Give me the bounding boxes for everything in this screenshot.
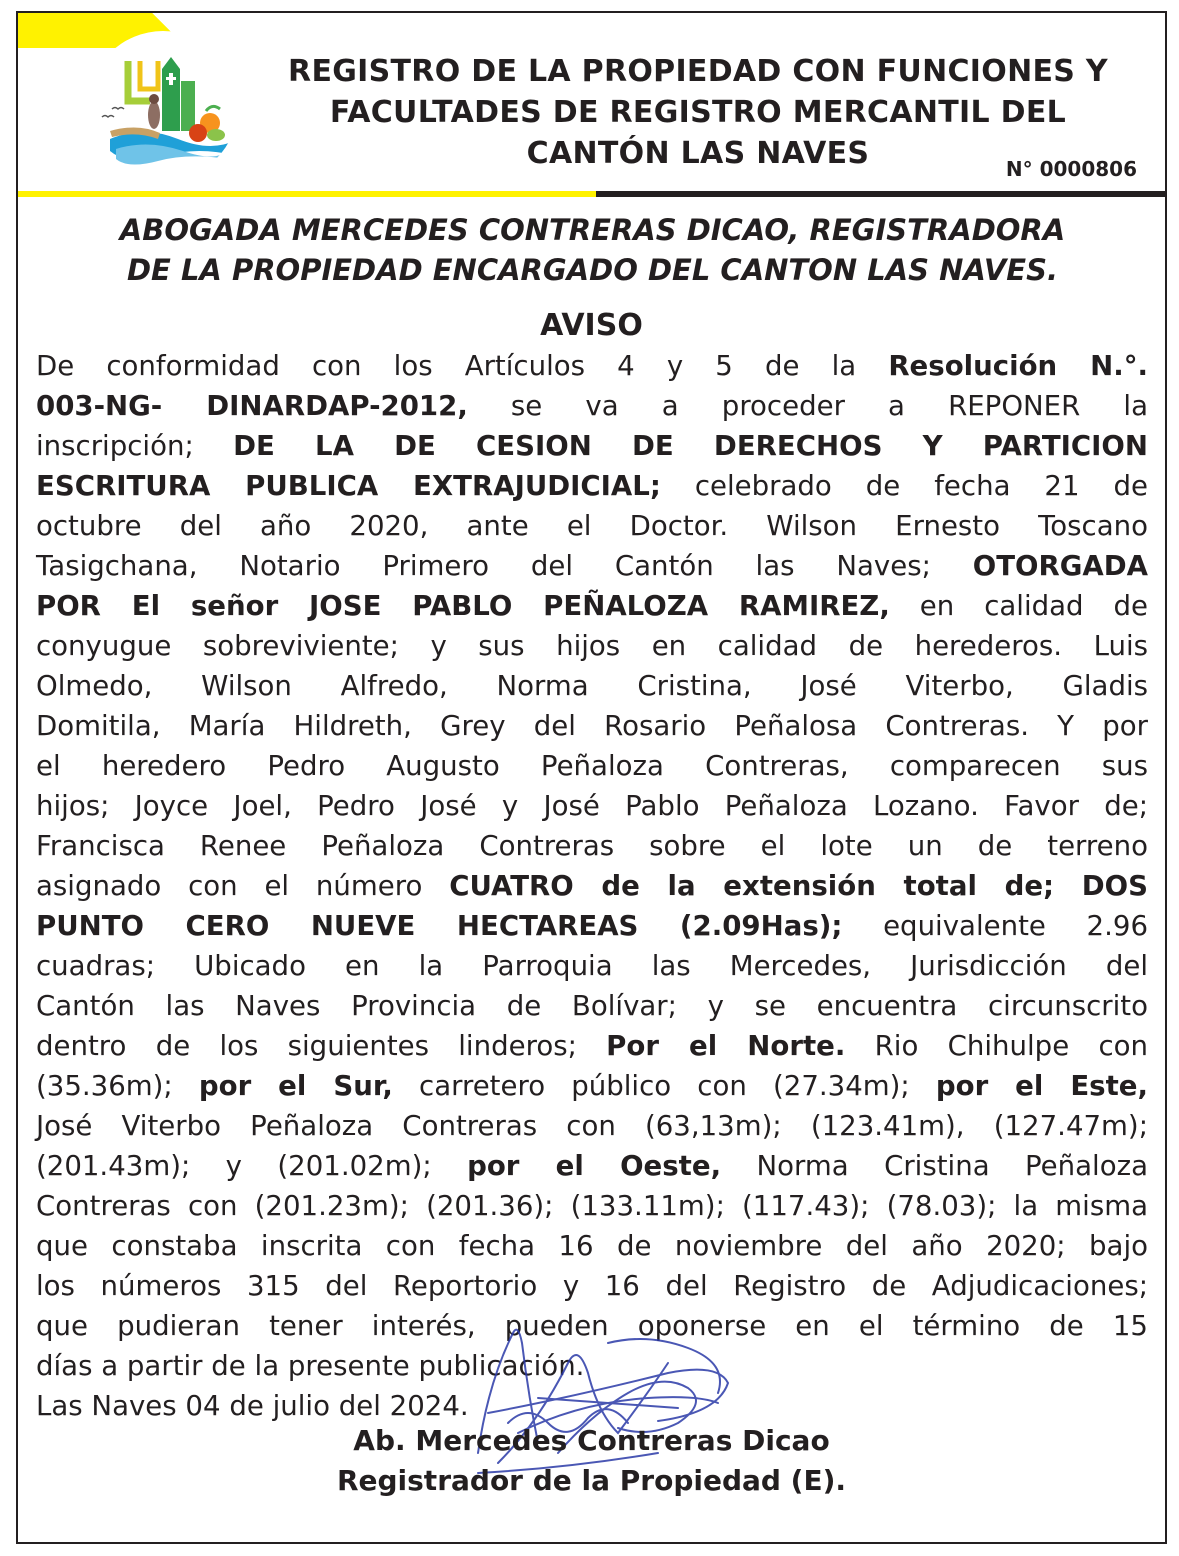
title-line: FACULTADES DE REGISTRO MERCANTIL DEL — [329, 95, 1067, 130]
notice-line — [36, 546, 1148, 586]
notice-text: Tasigchana, Notario Primero del Cantón las Naves; — [36, 549, 973, 582]
issuer-line: ABOGADA MERCEDES CONTRERAS DICAO, REGISTRADORA — [119, 213, 1066, 247]
notice-text: Domitila, María Hildreth, Grey del Rosario Peñalosa Contreras. Y por — [36, 709, 1148, 742]
notice-text: carretero público con (27.34m); — [392, 1069, 936, 1102]
notice-line — [36, 506, 1148, 546]
notice-text: los números 315 del Reportorio y 16 del Registro de Adjudicaciones; — [36, 1269, 1148, 1302]
issuer-line: DE LA PROPIEDAD ENCARGADO DEL CANTON LAS NAVES. — [126, 253, 1059, 287]
notice-text: Francisca Renee Peñaloza Contreras sobre el lote un de terreno — [36, 829, 1148, 862]
title-line: CANTÓN LAS NAVES — [526, 136, 870, 171]
notice-text: Cantón las Naves Provincia de Bolívar; y se encuentra circunscrito — [36, 989, 1148, 1022]
notice-frame — [16, 11, 1167, 1544]
registry-logo-icon — [88, 31, 238, 181]
notice-line — [36, 1106, 1148, 1146]
notice-line — [36, 786, 1148, 826]
notice-bold-text: por el Oeste, — [467, 1149, 722, 1182]
notice-line — [36, 946, 1148, 986]
notice-text: Contreras con (201.23m); (201.36); (133.11m); (117.43); (78.03); la misma — [36, 1189, 1148, 1222]
signer-role: Registrador de la Propiedad (E). — [336, 1464, 847, 1497]
notice-text: equivalente 2.96 — [842, 909, 1148, 942]
notice-bold-text: Resolución N.°. — [888, 349, 1148, 382]
notice-text: el heredero Pedro Augusto Peñaloza Contreras, comparecen sus — [36, 749, 1148, 782]
signer-name: Ab. Mercedes Contreras Dicao — [353, 1424, 830, 1457]
notice-body — [36, 346, 1148, 1426]
notice-bold-text: CUATRO de la extensión total de; DOS — [449, 869, 1148, 902]
notice-line — [36, 1026, 1148, 1066]
notice-bold-text: 003-NG- DINARDAP-2012, — [36, 389, 468, 422]
notice-text: que pudieran tener interés, pueden oponerse en el término de 15 — [36, 1309, 1148, 1342]
notice-line — [36, 906, 1148, 946]
notice-heading: AVISO — [540, 308, 643, 343]
notice-text: Rio Chihulpe con — [845, 1029, 1148, 1062]
notice-line — [36, 1146, 1148, 1186]
notice-line — [36, 666, 1148, 706]
notice-text: hijos; Joyce Joel, Pedro José y José Pablo Peñaloza Lozano. Favor de; — [36, 789, 1148, 822]
notice-bold-text: DE LA DE CESION DE DERECHOS Y PARTICION — [233, 429, 1148, 462]
divider-black — [596, 191, 1167, 197]
notice-line — [36, 866, 1148, 906]
notice-text: (35.36m); — [36, 1069, 199, 1102]
notice-line — [36, 346, 1148, 386]
notice-text: Olmedo, Wilson Alfredo, Norma Cristina, José Viterbo, Gladis — [36, 669, 1148, 702]
notice-line — [36, 746, 1148, 786]
notice-line — [36, 426, 1148, 466]
notice-line — [36, 1226, 1148, 1266]
notice-text: que constaba inscrita con fecha 16 de noviembre del año 2020; bajo — [36, 1229, 1148, 1262]
notice-line — [36, 1186, 1148, 1226]
notice-text: días a partir de la presente publicación. — [36, 1349, 585, 1382]
notice-line — [36, 626, 1148, 666]
notice-bold-text: ESCRITURA PUBLICA EXTRAJUDICIAL; — [36, 469, 661, 502]
notice-text: dentro de los siguientes linderos; — [36, 1029, 607, 1062]
notice-text: conyugue sobreviviente; y sus hijos en calidad de herederos. Luis — [36, 629, 1148, 662]
notice-text: inscripción; — [36, 429, 234, 462]
page-title — [258, 51, 1138, 174]
notice-line — [36, 466, 1148, 506]
notice-text: De conformidad con los Artículos 4 y 5 de la — [36, 349, 889, 382]
notice-line — [36, 986, 1148, 1026]
notice-line — [36, 1266, 1148, 1306]
issuer-heading — [38, 210, 1147, 290]
notice-text: asignado con el número — [36, 869, 450, 902]
notice-text: en calidad de — [889, 589, 1149, 622]
signer-block — [18, 1421, 1165, 1501]
notice-bold-text: POR El señor JOSE PABLO PEÑALOZA RAMIREZ, — [36, 589, 890, 622]
notice-line — [36, 706, 1148, 746]
title-line: REGISTRO DE LA PROPIEDAD CON FUNCIONES Y — [288, 54, 1108, 89]
notice-line — [36, 386, 1148, 426]
notice-bold-text: Por el Norte. — [606, 1029, 846, 1062]
notice-line — [36, 826, 1148, 866]
notice-bold-text: PUNTO CERO NUEVE HECTAREAS (2.09Has); — [36, 909, 843, 942]
notice-text: octubre del año 2020, ante el Doctor. Wilson Ernesto Toscano — [36, 509, 1148, 542]
notice-bold-text: por el Sur, — [198, 1069, 393, 1102]
notice-text: (201.43m); y (201.02m); — [36, 1149, 468, 1182]
notice-text: se va a proceder a REPONER la — [467, 389, 1148, 422]
divider-yellow — [18, 191, 596, 197]
notice-line — [36, 1066, 1148, 1106]
notice-bold-text: por el Este, — [935, 1069, 1148, 1102]
notice-line — [36, 586, 1148, 626]
notice-text: cuadras; Ubicado en la Parroquia las Mercedes, Jurisdicción del — [36, 949, 1148, 982]
notice-text: Norma Cristina Peñaloza — [721, 1149, 1148, 1182]
notice-text: José Viterbo Peñaloza Contreras con (63,13m); (123.41m), (127.47m); — [36, 1109, 1148, 1142]
notice-bold-text: OTORGADA — [972, 549, 1148, 582]
document-number: N° 0000806 — [1005, 157, 1137, 181]
notice-text: Las Naves 04 de julio del 2024. — [36, 1389, 469, 1422]
notice-text: celebrado de fecha 21 de — [660, 469, 1148, 502]
